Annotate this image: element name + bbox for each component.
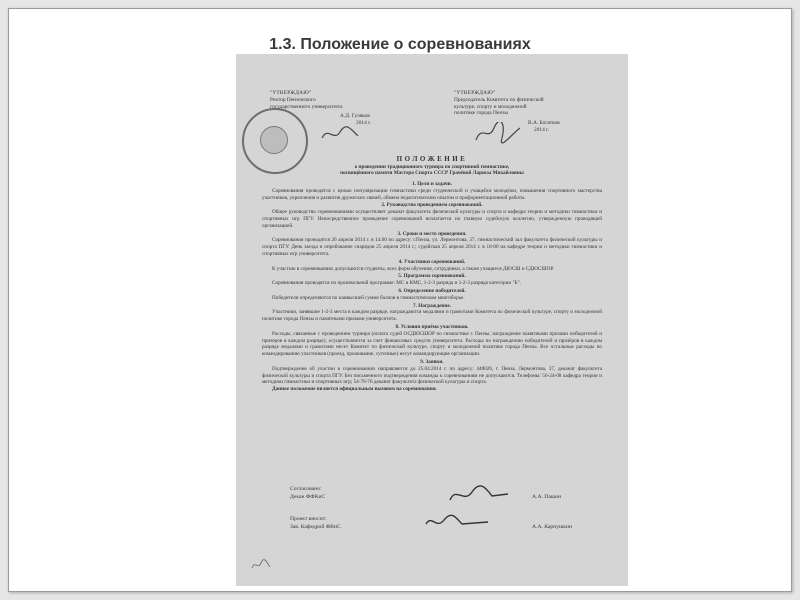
dean-signature	[446, 484, 512, 506]
section-heading: 1. Цели и задачи.	[412, 181, 452, 187]
section-text: Общее руководство соревнованиями осуществляет деканат факультета физической культуры и спорта и кафедра теории и методики гимнастики и спортивных игр ПГУ. Непосредственное проведение соревнований возлагается на главную судейскую коллегию, утвержденную проводящей организацией.	[262, 209, 602, 229]
subtitle-line1: о проведении традиционного турнира по спортивной гимнастике,	[354, 164, 510, 170]
approval-right-signer: В.А. Богатков	[528, 120, 560, 127]
approval-right-line1: Председатель Комитета по физической	[454, 96, 544, 103]
document-title: ПОЛОЖЕНИЕ	[396, 155, 468, 163]
head-name: А.А. Карпушкин	[532, 524, 573, 530]
handwritten-mark	[250, 558, 272, 572]
section-heading: 7. Награждение.	[413, 302, 451, 309]
approval-right-line2: культуре, спорту и молодежной	[454, 103, 527, 110]
approval-right-head: "УТВЕРЖДАЮ"	[454, 90, 496, 96]
approval-left-signer: А.Д. Гуляков	[340, 113, 370, 120]
head-signature	[422, 510, 492, 532]
approval-left-line1: Ректор Пензенского	[270, 96, 316, 103]
approval-right-line3: политике города Пензы	[454, 110, 508, 117]
rector-signature	[320, 124, 360, 144]
section-heading: 2. Руководство проведением соревнований.	[381, 202, 483, 209]
section-text: Соревнования проводятся 26 апреля 2014 г. в 14.00 по адресу: г.Пенза, ул. Лермонтова, 37, гимнастический зал факультета физической культуры и спорта ПГУ. День заезда и опробование снарядов 25 апреля 2014 г.; судейская 25 апреля 2014 г. в 18-00 на кафедре теории и методики гимнастики и спортивных игр университета.	[262, 237, 602, 257]
approval-right-date: 2014 г.	[534, 126, 550, 133]
approval-left-date: 2014 г.	[356, 120, 372, 127]
section-text: Расходы, связанные с проведением турнира (оплата судей ОСДЮСШОР по гимнастике г. Пензы, награждение памятными призами победителей и призеров в каждом разряде), осуществляются за счет финансовых средств университета. Расходы по награждению победителей и призёров в каждом разряде медалями и грамотами несет Комитет по физической культуре, спорту и молодежной политике города Пензы. Все остальные расходы по командированию участников (проезд, проживание, суточные) несут командирующие организации.	[262, 330, 602, 358]
section-text: Победители определяются по наивысшей сумме баллов в гимнастическом многоборье.	[272, 294, 465, 301]
section-text: К участию в соревнованиях допускаются студенты, всех форм обучения, сотрудники, а также учащиеся ДЮСШ и СДЮСШОР.	[272, 265, 554, 272]
document-body	[262, 180, 602, 393]
section-heading: 8. Условия приёма участников.	[395, 323, 469, 330]
dean-name: А.А. Пашин	[532, 494, 562, 500]
section-heading: 3. Сроки и место проведения.	[397, 230, 467, 237]
final-note: Данное положение является официальным вызовом на соревнования.	[272, 386, 437, 393]
section-text: Соревнования проводятся по произвольной программе: МС и КМС, 1-2-3 разряда и 1-2-3 разряда категории "Б".	[272, 280, 521, 287]
approval-left-line2: государственного университета	[270, 103, 343, 110]
chairman-signature	[472, 122, 522, 146]
approval-left-head: "УТВЕРЖДАЮ"	[270, 90, 312, 96]
document-subtitle	[296, 164, 568, 177]
section-heading: 6. Определение победителей.	[398, 287, 466, 294]
section-text: Соревнования проводятся с целью популяризации гимнастики среди студенческой и учащейся молодёжи, повышения спортивного мастерства участников, укрепления и развития дружеских связей, обмена педагогическим опытом и профориентационной работы.	[262, 187, 602, 201]
scanned-document	[236, 54, 628, 586]
slide-title: 1.3. Положение о соревнованиях	[269, 36, 531, 53]
section-heading: 4. Участники соревнований.	[398, 258, 466, 265]
section-heading: 5. Программа соревнований.	[398, 273, 466, 280]
prepared-label: Проект вносит:	[290, 516, 327, 522]
approval-left	[270, 90, 410, 127]
section-text: Участники, занявшие 1-2-3 места в каждом разряде, награждаются медалями и грамотами Комитета по физической культуре, спорту и молодежной политике города Пензы и памятными призами университета.	[262, 309, 602, 323]
section-heading: 9. Заявки.	[420, 358, 444, 365]
section-text: Подтверждение об участии в соревнованиях направляется до 25.04.2014 г. по адресу: 440026, г. Пенза, Лермонтова, 37, деканат факультета физической культуры и спорта ПГУ. Без письменного подтверждения команды к соревнованиям не допускаются. Телефоны: 56-24-08 кафедра теории и методики гимнастики и спортивных игр; 54-78-76 деканат факультета физической культуры и спорта.	[262, 365, 602, 386]
dean-title: Декан ФФКиС	[290, 494, 326, 500]
agreed-label: Согласовано:	[290, 486, 322, 492]
head-title: Зав. Кафедрой ФВиС	[290, 524, 341, 530]
subtitle-line2: посвящённого памяти Мастера Спорта СССР Грачёвой Ларисы Михайловны	[340, 170, 524, 177]
